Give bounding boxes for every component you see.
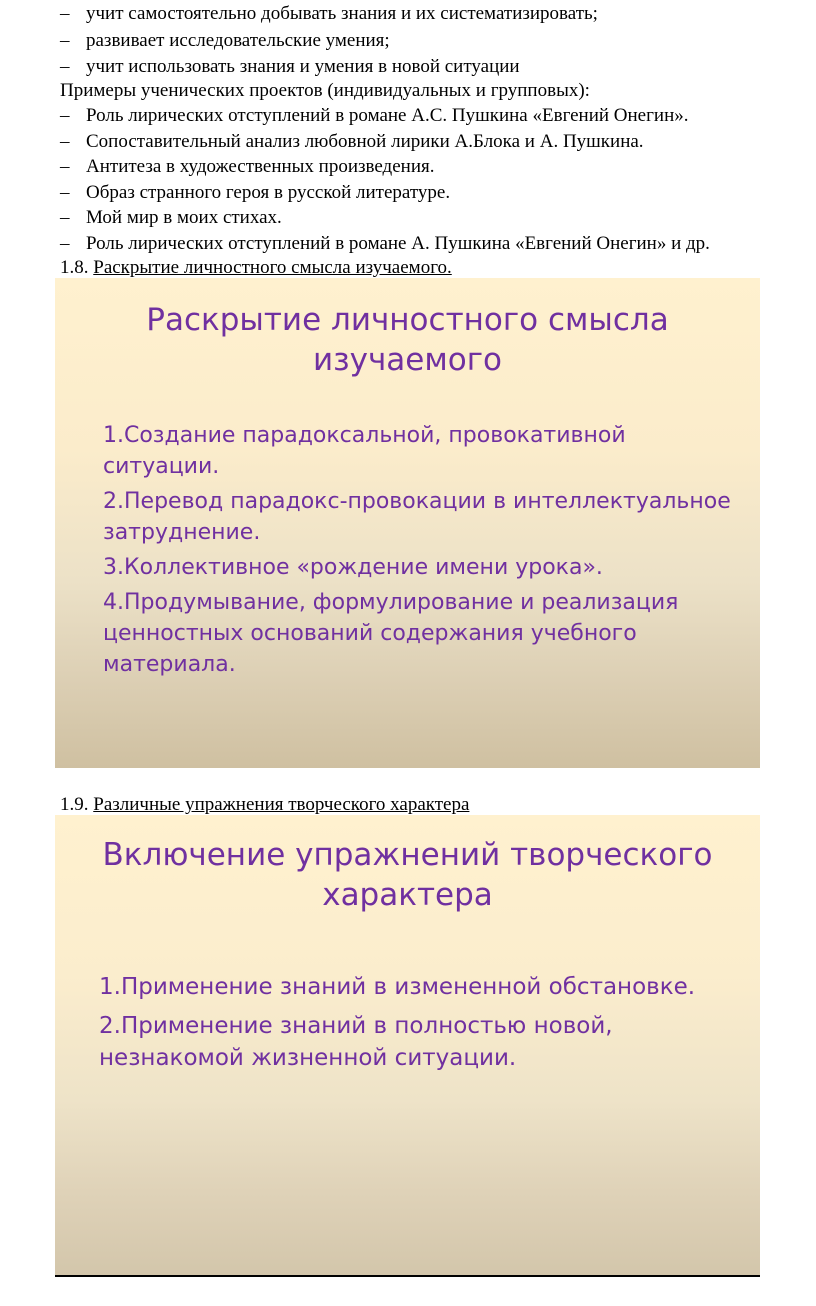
slide-title-line: изучаемого <box>313 342 502 378</box>
slide-list-item: 3.Коллективное «рождение имени урока». <box>103 555 603 580</box>
bullet-line <box>60 2 598 26</box>
slide-list <box>103 420 733 684</box>
dash-marker: – <box>60 207 70 228</box>
bullet-line <box>60 29 390 53</box>
dash-marker: – <box>60 233 70 254</box>
dash-marker: – <box>60 131 70 152</box>
section-heading-1-8 <box>60 256 452 280</box>
project-text: Роль лирических отступлений в романе А.С. Пушкина «Евгений Онегин». <box>86 105 689 126</box>
slide-title-line: Раскрытие личностного смысла <box>146 302 669 338</box>
slide-title <box>55 300 760 380</box>
dash-marker: – <box>60 156 70 177</box>
projects-intro: Примеры ученических проектов (индивидуальных и групповых): <box>60 80 590 101</box>
section-title: Различные упражнения творческого характера <box>93 794 470 815</box>
dash-marker: – <box>60 3 70 24</box>
project-text: Сопоставительный анализ любовной лирики А.Блока и А. Пушкина. <box>86 131 644 152</box>
slide-list-item: 1.Применение знаний в измененной обстановке. <box>99 974 696 1000</box>
dash-marker: – <box>60 105 70 126</box>
project-item <box>60 232 710 256</box>
project-item <box>60 155 435 179</box>
section-number: 1.8. <box>60 257 89 278</box>
project-text: Антитеза в художественных произведения. <box>86 156 435 177</box>
slide-list-item: 1.Создание парадоксальной, провокативной ситуации. <box>103 423 626 479</box>
section-title: Раскрытие личностного смысла изучаемого. <box>93 257 452 278</box>
dash-marker: – <box>60 56 70 77</box>
section-heading-1-9 <box>60 793 469 817</box>
slide-title-line: характера <box>322 877 493 913</box>
project-item <box>60 104 689 128</box>
slide-list <box>99 971 729 1081</box>
slide-personal-meaning <box>55 278 760 768</box>
slide-list-item: 2.Применение знаний в полностью новой, незнакомой жизненной ситуации. <box>99 1013 613 1071</box>
project-item <box>60 181 450 205</box>
bullet-text: развивает исследовательские умения; <box>86 30 390 51</box>
bullet-text: учит использовать знания и умения в новой ситуации <box>86 56 520 77</box>
project-text: Мой мир в моих стихах. <box>86 207 282 228</box>
project-text: Роль лирических отступлений в романе А. Пушкина «Евгений Онегин» и др. <box>86 233 710 254</box>
slide-title <box>55 835 760 915</box>
slide-list-item: 4.Продумывание, формулирование и реализация ценностных оснований содержания учебного материала. <box>103 590 679 677</box>
project-item <box>60 206 282 230</box>
dash-marker: – <box>60 182 70 203</box>
project-text: Образ странного героя в русской литературе. <box>86 182 451 203</box>
slide-creative-exercises <box>55 815 760 1277</box>
section-number: 1.9. <box>60 794 89 815</box>
bullet-text: учит самостоятельно добывать знания и их систематизировать; <box>86 3 598 24</box>
slide-list-item: 2.Перевод парадокс-провокации в интеллектуальное затруднение. <box>103 489 731 545</box>
dash-marker: – <box>60 30 70 51</box>
slide-title-line: Включение упражнений творческого <box>102 837 713 873</box>
bullet-line <box>60 55 520 79</box>
project-item <box>60 130 644 154</box>
